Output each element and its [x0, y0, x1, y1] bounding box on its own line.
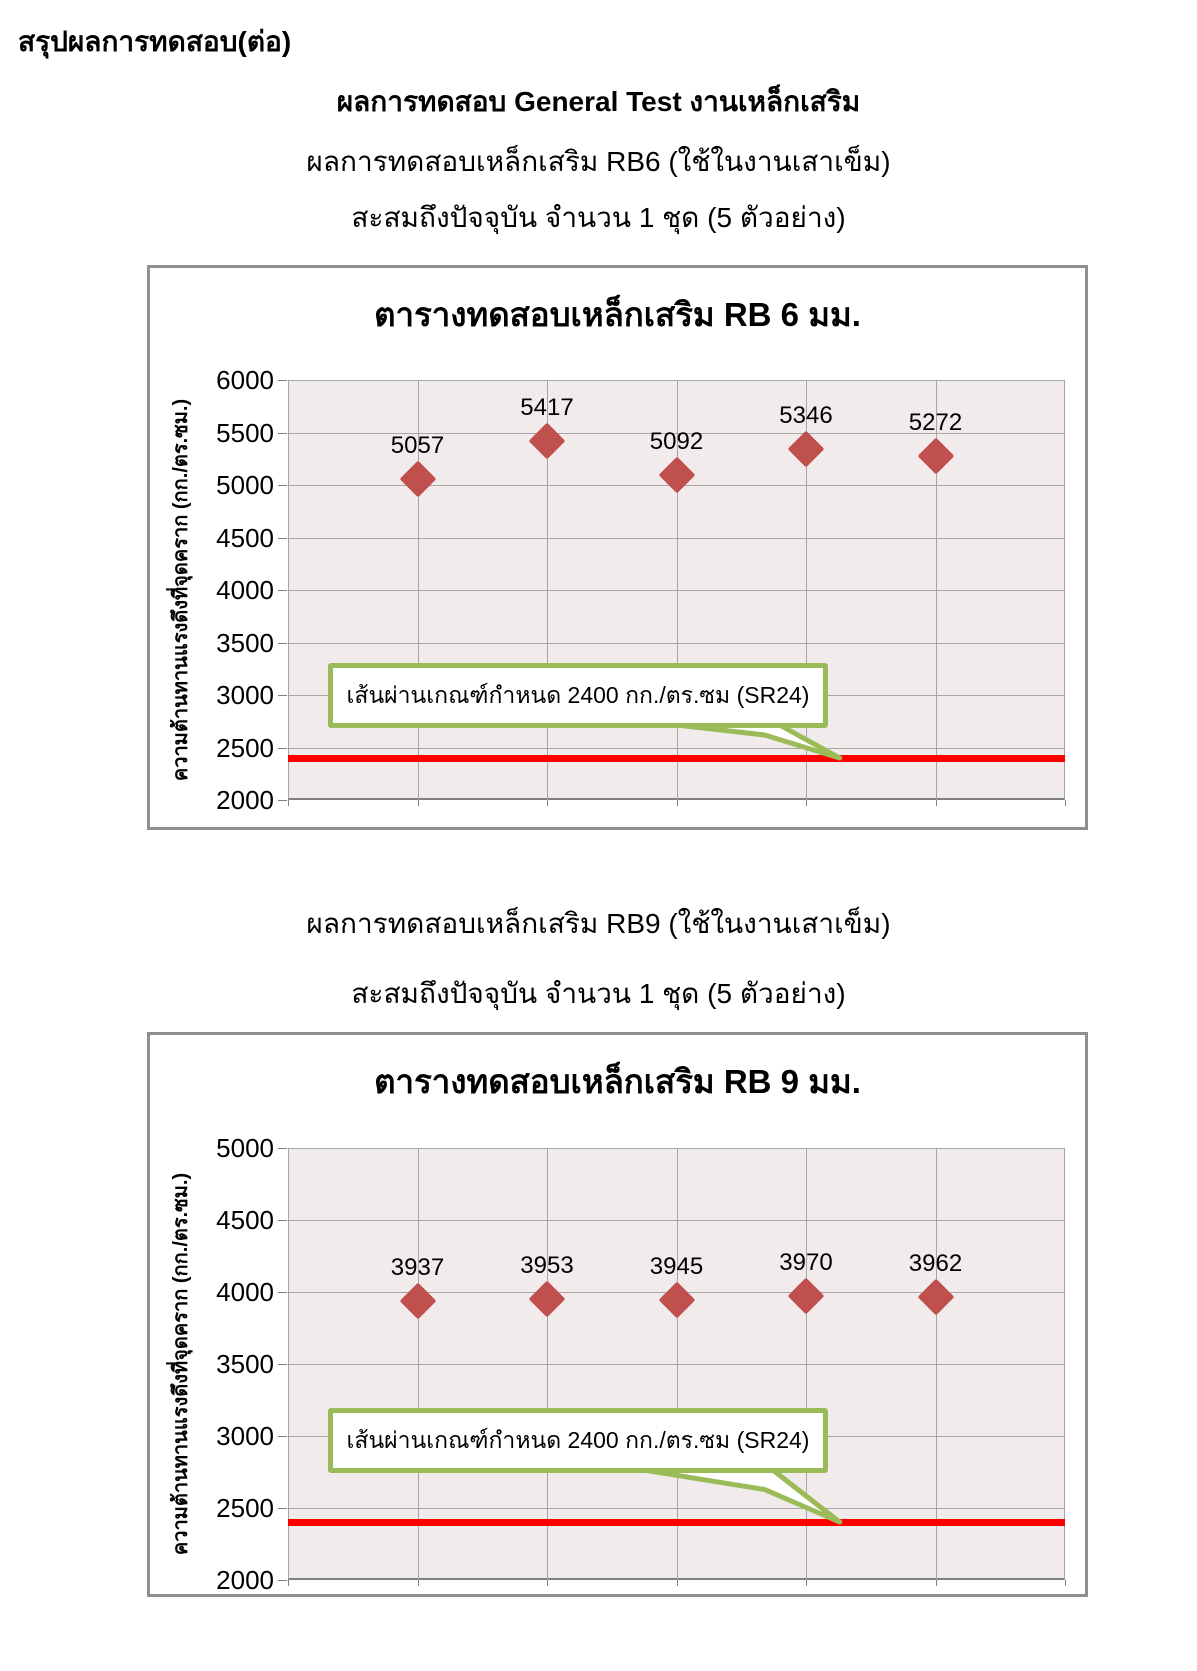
y-tick-mark — [278, 590, 287, 591]
y-tick-label: 6000 — [216, 365, 274, 395]
v-gridline — [936, 1148, 937, 1580]
data-point-label: 5057 — [390, 432, 445, 459]
y-tick-label: 3000 — [216, 1421, 274, 1451]
chart-rb6 — [147, 265, 1088, 830]
spec-callout-label: เส้นผ่านเกณฑ์กำหนด 2400 กก./ตร.ซม (SR24) — [346, 681, 810, 708]
data-point-label: 3962 — [908, 1250, 963, 1278]
x-tick-mark — [936, 800, 937, 806]
y-tick-label: 2000 — [216, 1565, 274, 1595]
y-tick-mark — [278, 1508, 287, 1509]
x-tick-mark — [677, 800, 678, 806]
y-tick-label: 4000 — [216, 1277, 274, 1307]
heading-rb6-accumulated: สะสมถึงปัจจุบัน จำนวน 1 ชุด (5 ตัวอย่าง) — [351, 202, 846, 233]
y-axis-title: ความต้านทานแรงดึงที่จุดคราก (กก./ตร.ซม.) — [170, 398, 192, 782]
y-axis-title: ความต้านทานแรงดึงที่จุดคราก (กก./ตร.ซม.) — [170, 1172, 192, 1556]
x-tick-mark — [806, 1580, 807, 1586]
x-tick-mark — [1065, 800, 1066, 806]
y-tick-mark — [278, 433, 287, 434]
chart-rb9 — [147, 1032, 1088, 1597]
spec-callout-label: เส้นผ่านเกณฑ์กำหนด 2400 กก./ตร.ซม (SR24) — [346, 1426, 810, 1453]
data-point-label: 5092 — [649, 428, 704, 456]
y-tick-label: 4500 — [216, 1205, 274, 1235]
y-tick-mark — [278, 538, 287, 539]
v-gridline — [806, 1148, 807, 1580]
y-tick-mark — [278, 380, 287, 381]
page-title: สรุปผลการทดสอบ(ต่อ) — [18, 26, 292, 57]
y-tick-mark — [278, 485, 287, 486]
x-tick-mark — [547, 1580, 548, 1586]
heading-rb9: ผลการทดสอบเหล็กเสริม RB9 (ใช้ในงานเสาเข็ม) — [306, 908, 891, 939]
x-tick-mark — [418, 800, 419, 806]
y-tick-label: 2500 — [216, 733, 274, 763]
y-tick-label: 4000 — [216, 575, 274, 605]
chart-title: ตารางทดสอบเหล็กเสริม RB 6 มม. — [374, 296, 861, 333]
x-tick-mark — [288, 800, 289, 806]
data-point-label: 5346 — [779, 401, 833, 429]
y-tick-label: 2000 — [216, 785, 274, 815]
x-tick-mark — [547, 800, 548, 806]
spec-line — [288, 1519, 1065, 1526]
y-tick-label: 5500 — [216, 418, 274, 448]
y-tick-mark — [278, 695, 287, 696]
x-tick-mark — [288, 1580, 289, 1586]
v-gridline — [677, 1148, 678, 1580]
heading-rb6: ผลการทดสอบเหล็กเสริม RB6 (ใช้ในงานเสาเข็ม) — [306, 146, 891, 177]
y-tick-mark — [278, 800, 287, 801]
spec-line — [288, 755, 1065, 762]
chart-title: ตารางทดสอบเหล็กเสริม RB 9 มม. — [374, 1063, 861, 1100]
heading-general-test: ผลการทดสอบ General Test งานเหล็กเสริม — [336, 86, 861, 117]
y-tick-label: 2500 — [216, 1493, 274, 1523]
spec-callout — [328, 663, 828, 728]
data-point-label: 3945 — [649, 1252, 704, 1280]
y-tick-mark — [278, 1292, 287, 1293]
v-gridline — [547, 1148, 548, 1580]
data-point-label: 3937 — [390, 1254, 445, 1282]
data-point-label: 3970 — [779, 1249, 833, 1277]
y-tick-mark — [278, 1436, 287, 1437]
x-tick-mark — [677, 1580, 678, 1586]
y-tick-label: 4500 — [216, 523, 274, 553]
y-tick-mark — [278, 1148, 287, 1149]
y-tick-label: 3500 — [216, 628, 274, 658]
v-gridline — [418, 1148, 419, 1580]
spec-callout — [328, 1408, 828, 1473]
heading-rb9-accumulated: สะสมถึงปัจจุบัน จำนวน 1 ชุด (5 ตัวอย่าง) — [351, 978, 846, 1009]
data-point-label: 5417 — [520, 394, 574, 422]
y-tick-label: 3000 — [216, 680, 274, 710]
x-tick-mark — [1065, 1580, 1066, 1586]
y-tick-mark — [278, 1364, 287, 1365]
y-tick-label: 5000 — [216, 1133, 274, 1163]
y-tick-mark — [278, 748, 287, 749]
data-point-label: 3953 — [520, 1251, 574, 1279]
y-tick-mark — [278, 643, 287, 644]
x-tick-mark — [936, 1580, 937, 1586]
x-tick-mark — [418, 1580, 419, 1586]
y-tick-mark — [278, 1220, 287, 1221]
y-tick-label: 5000 — [216, 470, 274, 500]
y-tick-label: 3500 — [216, 1349, 274, 1379]
y-tick-mark — [278, 1580, 287, 1581]
x-tick-mark — [806, 800, 807, 806]
data-point-label: 5272 — [908, 409, 963, 437]
